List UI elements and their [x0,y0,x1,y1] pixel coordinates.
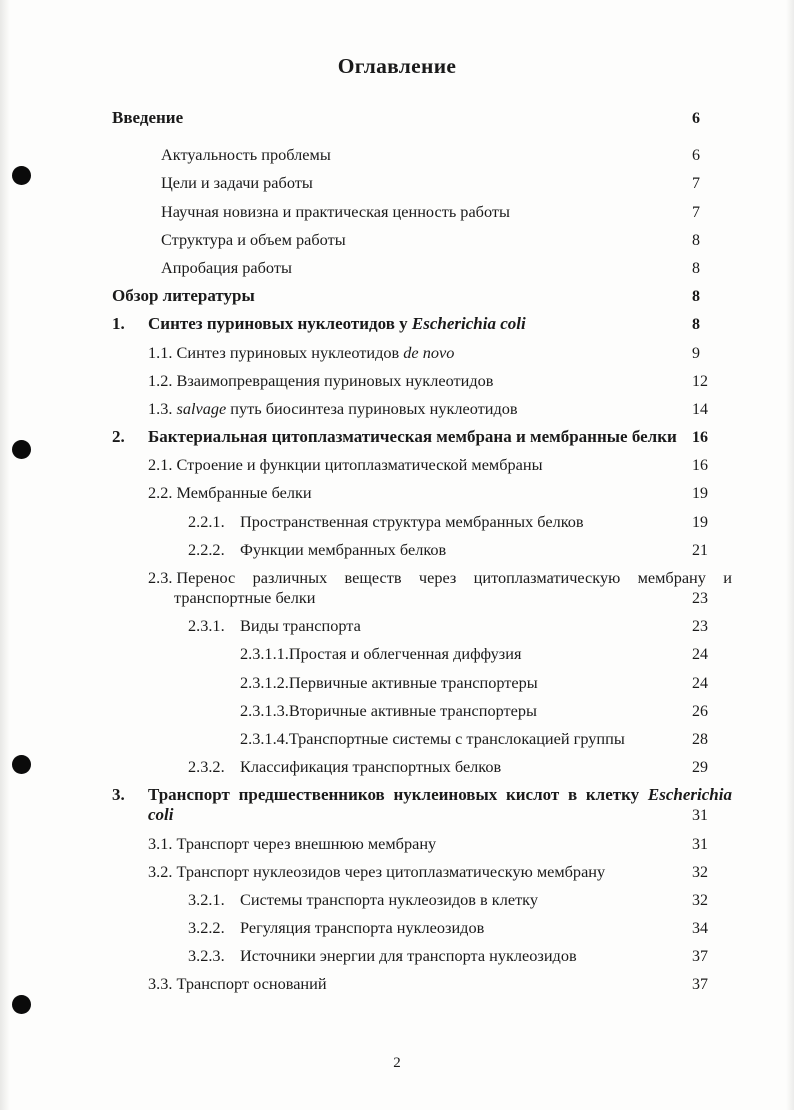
toc-entry-ch2-2-2[interactable] [188,540,732,568]
toc-entry-label: путь биосинтеза пуриновых нуклеотидов [226,398,518,418]
toc-entry-label: Транспортные системы с транслокацией группы [288,728,625,748]
toc-page-number: 24 [692,674,708,692]
toc-entry-label-words [176,568,732,588]
toc-entry-ch1-2[interactable] [148,371,732,399]
toc-entry-novizna[interactable] [161,202,732,230]
toc-entry-ch3-1[interactable] [148,834,732,862]
toc-page-number: 8 [692,259,700,277]
toc-entry-label: Простая и облегченная диффузия [288,644,522,664]
toc-word: цитоплазматическую [473,568,621,587]
toc-page-number: 31 [692,807,708,825]
toc-entry-ch3-2-2[interactable] [188,918,732,946]
toc-page-number: 7 [692,175,700,193]
toc-entry-label: Цели и задачи работы [161,173,313,193]
toc-entry-label: Источники энергии для транспорта нуклеозидов [240,946,577,966]
toc-word: предшественников [238,785,385,805]
toc-entry-number: 2.3.1.2. [240,672,289,692]
toc-entry-number: 3.2.2. [188,918,225,938]
toc-entry-label: Апробация работы [161,257,292,277]
toc-word: кислот [505,785,560,805]
toc-page-number: 8 [692,316,700,334]
toc-entry-label: Транспорт оснований [176,974,327,994]
toc-entry-ch2[interactable] [112,427,732,455]
toc-entry-ch1-1[interactable] [148,343,732,371]
toc-page-number: 31 [692,835,708,853]
toc-entry-ch3-2-1[interactable] [188,890,732,918]
toc-entry-label: Вторичные активные транспортеры [288,700,537,720]
toc-page-number: 37 [692,976,708,994]
toc-entry-label: Виды транспорта [240,616,361,636]
toc-entry-label: Синтез пуриновых нуклеотидов [176,342,404,362]
toc-entry-line-2 [174,588,732,616]
toc-entry-number: 2.3.1.1. [240,644,289,664]
toc-entry-label: Строение и функции цитоплазматической мембраны [176,455,543,475]
toc-word: нуклеиновых [393,785,498,805]
toc-entry-label-words [148,785,732,805]
toc-entry-ch3-3[interactable] [148,974,732,1002]
toc-entry-label: Классификация транспортных белков [240,757,502,777]
toc-entry-ch3[interactable] [112,785,732,833]
toc-word: и [723,568,732,587]
toc-entry-label: Функции мембранных белков [240,539,447,559]
toc-entry-ch2-2[interactable] [148,483,732,511]
toc-word-italic: Escherichia [647,785,732,805]
toc-entry-number: 1.1. [148,342,173,362]
binding-hole [12,166,31,185]
toc-entry-number: 2.3.1. [188,616,225,636]
toc-entry-ch2-3-2[interactable] [188,757,732,785]
toc-entry-number: 2.3.1.4. [240,728,289,748]
toc-page-number: 8 [692,288,700,306]
toc-entry-label: Регуляция транспорта нуклеозидов [240,918,485,938]
toc-entry-number: 2.3.2. [188,757,225,777]
toc-page-number: 14 [692,400,708,418]
toc-entry-label: транспортные белки [174,588,316,607]
toc-entry-number: 1.2. [148,370,173,390]
toc-page-number: 21 [692,541,708,559]
toc-entry-label: Синтез пуриновых нуклеотидов у [148,314,412,334]
toc-word: Транспорт [148,785,230,805]
toc-entry-label-italic: de novo [403,342,455,362]
toc-page-number: 9 [692,344,700,362]
toc-entry-vvedenie[interactable] [112,108,732,136]
section-spacer [112,136,732,145]
page-footer-number: 2 [393,1055,401,1071]
toc-entry-label: Пространственная структура мембранных белков [240,511,584,531]
toc-entry-number: 2.3. [148,568,173,587]
toc-entry-ch2-3-1[interactable] [188,616,732,644]
toc-entry-celi-zadachi[interactable] [161,173,732,201]
toc-page-number: 16 [692,457,708,475]
toc-page-number: 37 [692,948,708,966]
scan-edge-right [786,0,794,1110]
toc-entry-struktura[interactable] [161,230,732,258]
toc-entry-number: 2.2. [148,483,173,503]
toc-entry-label-italic: salvage [176,398,227,418]
toc-entry-number: 3.2.1. [188,889,225,909]
toc-word: в [567,785,578,805]
toc-word: веществ [344,568,402,587]
toc-entry-label: Обзор литературы [112,286,255,306]
toc-entry-label: Системы транспорта нуклеозидов в клетку [240,889,538,909]
toc-page-number: 19 [692,513,708,531]
toc-entry-number: 1. [112,314,125,334]
toc-entry-label: Первичные активные транспортеры [288,672,538,692]
toc-page-number: 26 [692,702,708,720]
toc-entry-number: 3.2.3. [188,946,225,966]
toc-entry-line-1 [148,568,732,588]
page-title: Оглавление [337,54,457,78]
toc-entry-number: 3.2. [148,861,173,881]
toc-entry-label: Транспорт нуклеозидов через цитоплазматическую мембрану [176,861,606,881]
toc-word: мембрану [637,568,706,587]
toc-word: Перенос [176,568,236,587]
toc-page-number: 23 [692,590,708,607]
toc-page-number: 34 [692,920,708,938]
toc-page-number: 16 [692,429,708,447]
toc-entry-ch2-3-1-1[interactable] [240,644,732,672]
toc-page-number: 19 [692,485,708,503]
toc-page-number: 32 [692,863,708,881]
toc-entry-label: Мембранные белки [176,483,312,503]
toc-entry-label: Научная новизна и практическая ценность работы [161,201,510,221]
toc-entry-line-2 [148,805,732,833]
toc-entry-ch1[interactable] [112,314,732,342]
toc-entry-ch3-2[interactable] [148,862,732,890]
toc-page-number: 7 [692,203,700,221]
toc-entry-label: Введение [112,108,184,127]
toc-entry-ch3-2-3[interactable] [188,946,732,974]
toc-page-number: 8 [692,231,700,249]
toc-entry-number: 3.3. [148,974,173,994]
toc-entry-ch1-3[interactable] [148,399,732,427]
toc-page-number: 32 [692,891,708,909]
toc-page-number: 24 [692,646,708,664]
toc-word: различных [252,568,328,587]
toc-entry-ch2-3[interactable] [112,568,732,616]
toc-page-number: 12 [692,372,708,390]
toc-entry-number: 2.1. [148,455,173,475]
toc-entry-ch2-1[interactable] [148,455,732,483]
toc-entry-label: Актуальность проблемы [161,145,331,165]
toc-entry-number: 2.2.1. [188,511,225,531]
toc-page-number: 28 [692,730,708,748]
toc-entry-ch2-2-1[interactable] [188,512,732,540]
toc-entry-label: Бактериальная цитоплазматическая мембрана и мембранные белки [148,427,677,447]
toc-page-number: 6 [692,110,700,127]
table-of-contents [112,108,732,1003]
toc-entry-label: Взаимопревращения пуриновых нуклеотидов [176,370,494,390]
toc-page-number: 29 [692,759,708,777]
binding-hole [12,995,31,1014]
binding-hole [12,440,31,459]
toc-entry-aprobaciya[interactable] [161,258,732,286]
toc-entry-obzor-literatury[interactable] [112,286,732,314]
toc-entry-line-1 [112,785,732,805]
toc-entry-ch2-3-1-2[interactable] [240,673,732,701]
scan-edge-left [0,0,10,1110]
toc-entry-number: 2. [112,427,125,447]
toc-entry-number: 3. [112,785,125,805]
toc-word: через [418,568,457,587]
toc-entry-number: 1.3. [148,398,173,418]
toc-word: клетку [585,785,640,805]
toc-entry-label-italic: Escherichia coli [411,314,526,334]
toc-page-number: 23 [692,618,708,636]
toc-entry-aktualnost[interactable] [161,145,732,173]
toc-entry-ch2-3-1-4[interactable] [240,729,732,757]
toc-page-number: 6 [692,147,700,165]
toc-entry-label-italic: coli [148,805,174,825]
toc-entry-ch2-3-1-3[interactable] [240,701,732,729]
toc-entry-label: Транспорт через внешнюю мембрану [176,833,437,853]
toc-entry-number: 2.2.2. [188,539,225,559]
toc-entry-number: 2.3.1.3. [240,700,289,720]
toc-entry-label: Структура и объем работы [161,229,346,249]
toc-entry-number: 3.1. [148,833,173,853]
binding-hole [12,755,31,774]
